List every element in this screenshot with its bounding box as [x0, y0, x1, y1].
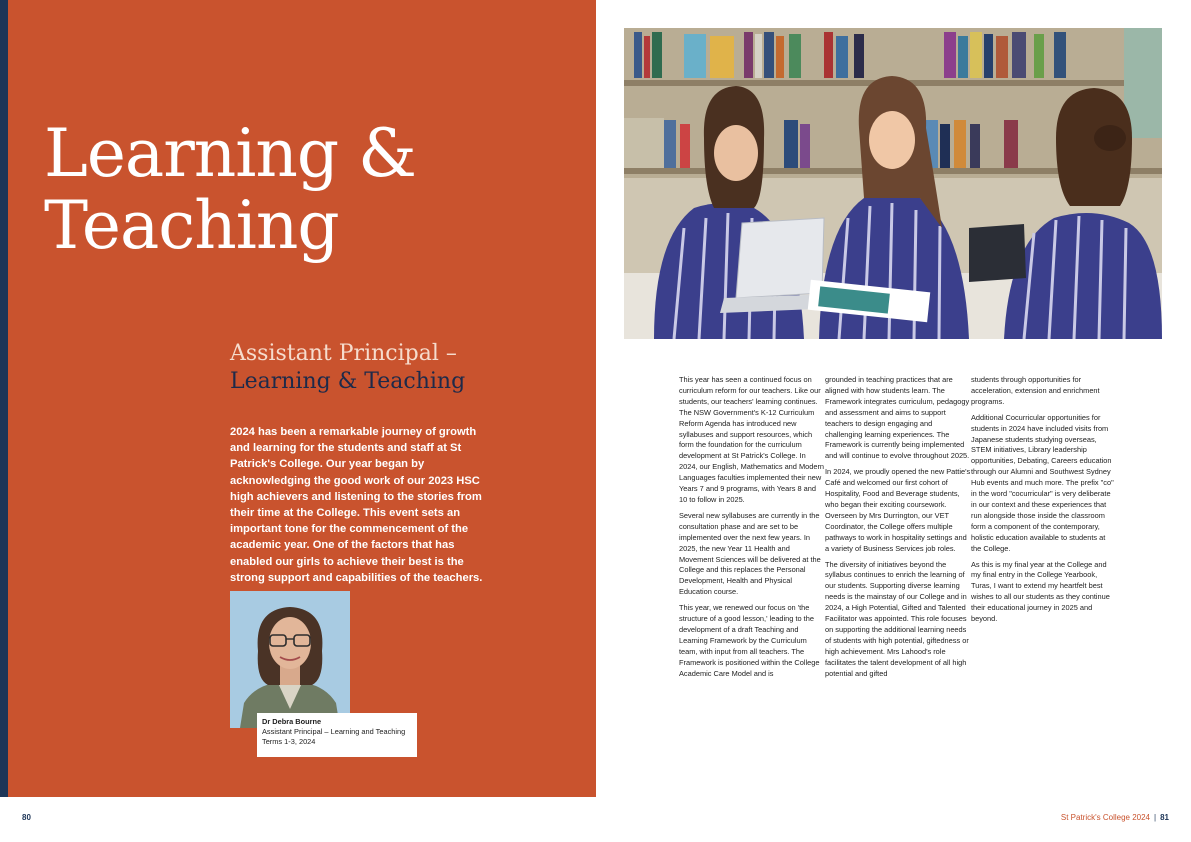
caption-name: Dr Debra Bourne [262, 717, 322, 726]
publication-name: St Patrick's College 2024 [1060, 813, 1151, 822]
students-photo [624, 28, 1162, 339]
body-paragraph: The diversity of initiatives beyond the syllabus continues to enrich the learning of our students. Supporting diverse learning needs is the mainstay of our College and in 2024, a High Potential, Gifted and Talented Facilitator was appointed. This role focuses on supporting the additional learning needs of students with high potential, giftedness or high achievement. Mrs Lahood's role facilitates the talent development of all high potential and gifted [825, 559, 969, 678]
footer-right [1061, 813, 1169, 822]
body-paragraph: Several new syllabuses are currently in the consultation phase and are set to be implemented over the next few years. In 2025, the new Year 11 Health and Movement Sciences will be delivered at the College and this replaces the Personal Development, Health and Physical Education course. [679, 510, 821, 597]
body-paragraph: In 2024, we proudly opened the new Pattie's Café and welcomed our first cohort of Hospitality, Food and Beverage students, who began their exciting coursework. Overseen by Mrs Durrington, our VET Coordinator, the College offers multiple pathways to work in hospitality settings and a variety of Business Services job roles. [825, 467, 971, 553]
body-paragraph: Additional Cocurricular opportunities for students in 2024 have included visits from Japanese students studying overseas, STEM initiatives, Library leadership opportunities, Debating, Careers education through our Alumni and Southwest Sydney Hub events and much more. The prefix "co" in the word "cocurricular" is very deliberate in our context and these experiences that run alongside those inside the classroom form a component of the contemporary, holistic education available to students at the College. [971, 412, 1114, 553]
body-column-3 [971, 375, 1117, 630]
page-title [44, 115, 564, 264]
body-column-2 [825, 375, 971, 684]
portrait-caption [257, 713, 417, 757]
footer-separator: | [1154, 813, 1157, 822]
navy-edge-strip [0, 0, 8, 797]
page-number-left: 80 [22, 813, 31, 822]
title-line-2: Teaching [44, 187, 339, 264]
lead-paragraph: 2024 has been a remarkable journey of growth and learning for the students and staff at St Patrick's College. Our year began by acknowledging the good work of our 2023 HSC high achievers and listening to the stories from their time at the College. This event sets an important tone for the commencement of the academic year. One of the factors that has enabled our girls to achieve their best is the strong support and capabilities of the teachers. [230, 426, 483, 584]
caption-terms: Terms 1-3, 2024 [262, 737, 316, 746]
section-subtitle [230, 340, 570, 396]
body-column-1 [679, 375, 825, 684]
caption-role: Assistant Principal – Learning and Teaching [262, 727, 406, 736]
portrait-photo [230, 591, 350, 728]
body-paragraph: students through opportunities for acceleration, extension and enrichment programs. [971, 375, 1100, 406]
page-number-right: 81 [1160, 813, 1169, 822]
subtitle-line-1: Assistant Principal – [230, 341, 457, 366]
body-paragraph: grounded in teaching practices that are aligned with how students learn. The Framework integrates curriculum, pedagogy and assessment and aims to support teachers to design engaging and challenging learning experiences. The Framework is currently being implemented and will continue to evolve throughout 2025. [825, 375, 970, 461]
subtitle-line-2: Learning & Teaching [230, 369, 466, 394]
body-paragraph: This year, we renewed our focus on 'the structure of a good lesson,' leading to the development of a draft Teaching and Learning Framework by the Curriculum team, with input from all teachers. The Framework is positioned within the College Academic Care Model and is [679, 603, 820, 678]
body-paragraph: As this is my final year at the College and my final entry in the College Yearbook, Turas, I want to extend my heartfelt best wishes to all our students as they continue their educational journey in 2025 and beyond. [971, 559, 1110, 624]
body-paragraph: This year has seen a continued focus on curriculum reform for our teachers. Like our students, our teachers' learning continues. The NSW Government's K-12 Curriculum Reform Agenda has introduced new syllabuses and support resources, which form the foundation for the curriculum development at St Patrick's College. In 2024, our English, Mathematics and Modern Languages faculties implemented their new Years 7 and 9 programs, with Years 8 and 10 to follow in 2025. [679, 375, 825, 504]
title-line-1: Learning & [44, 115, 416, 192]
